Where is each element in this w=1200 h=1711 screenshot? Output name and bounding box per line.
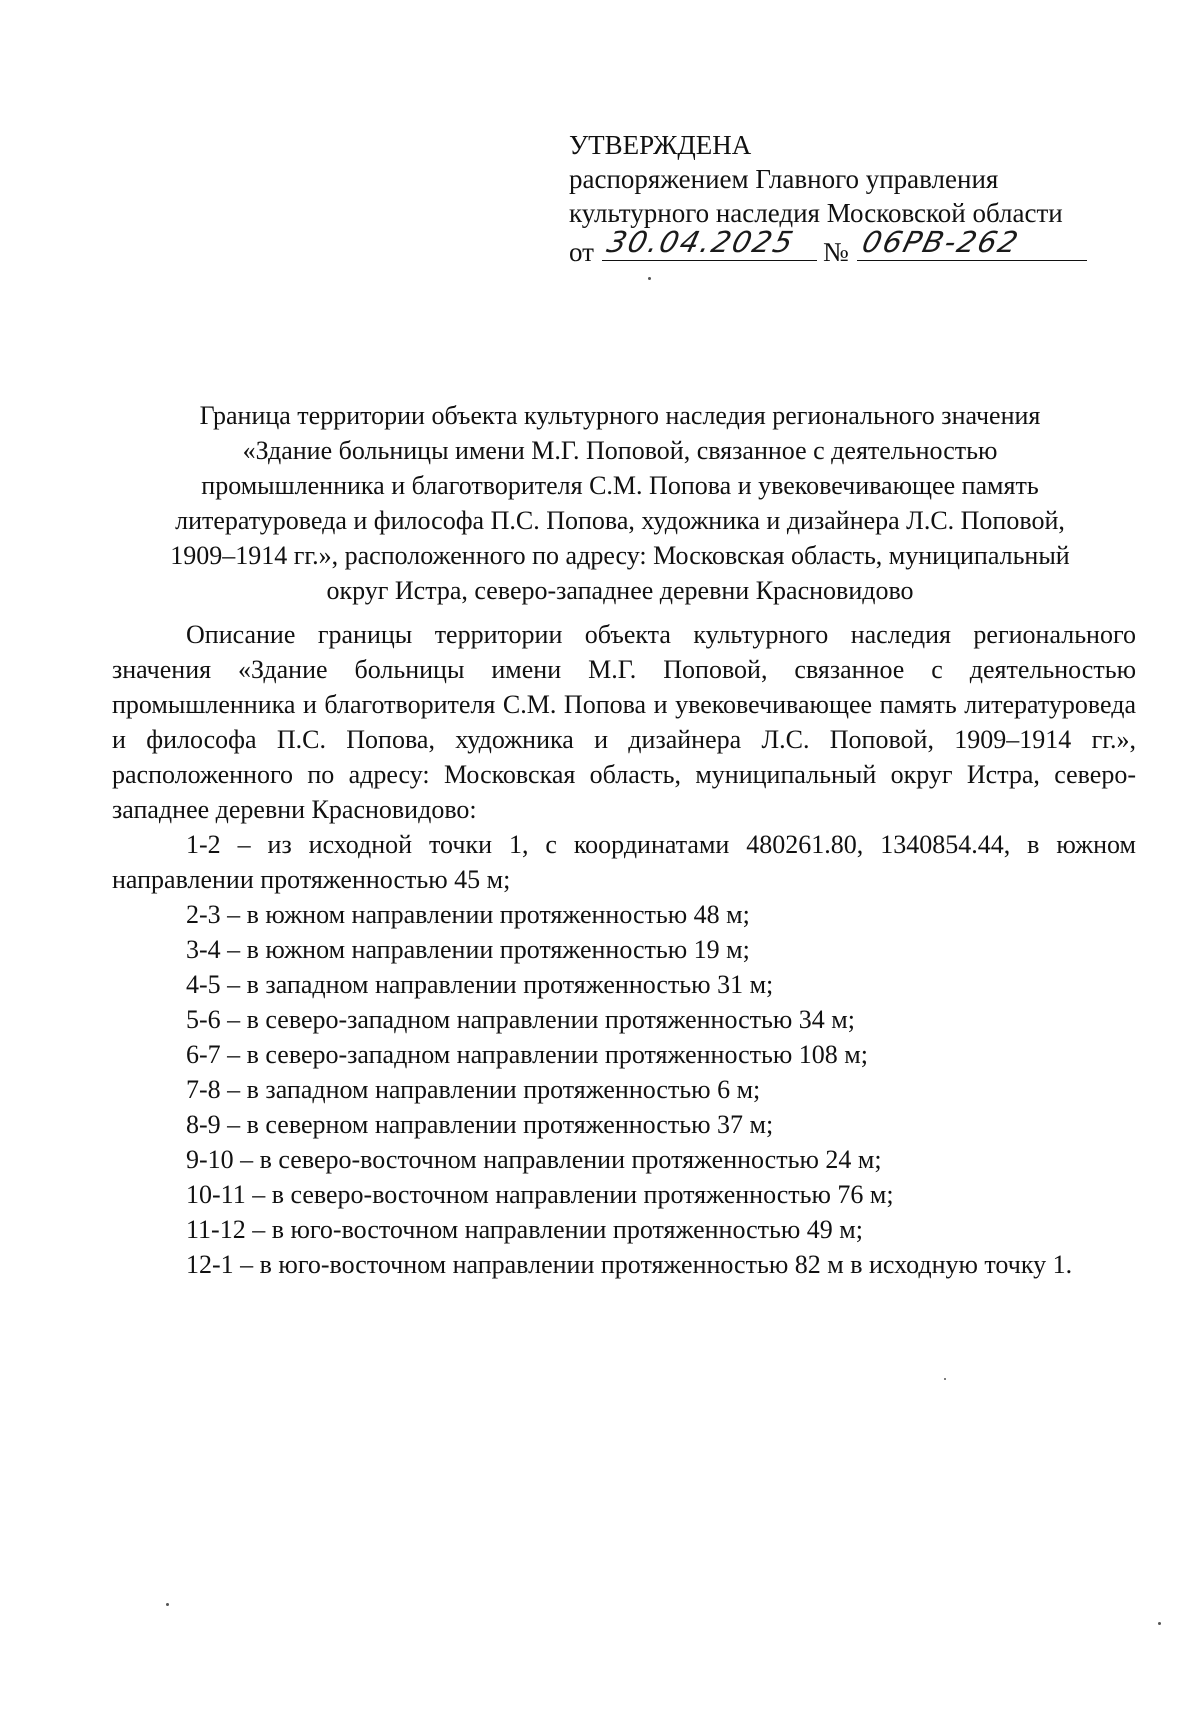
approval-line-1: распоряжением Главного управления xyxy=(569,164,999,194)
title-line: 1909–1914 гг.», расположенного по адресу: Московская область, муниципальный xyxy=(170,541,1070,570)
title-line: Граница территории объекта культурного наследия регионального значения xyxy=(199,401,1041,430)
segment-item: 6-7 – в северо-западном направлении протяженностью 108 м; xyxy=(186,1040,868,1069)
handwritten-number: 06РВ-262 xyxy=(858,225,1024,259)
segment-item: 9-10 – в северо-восточном направлении протяженностью 24 м; xyxy=(186,1145,882,1174)
number-sign: № xyxy=(822,237,849,267)
number-field xyxy=(857,225,1087,261)
description-body xyxy=(112,617,1136,1282)
segment-item: 1-2 – из исходной точки 1, с координатами 480261.80, 1340854.44, в южном направлении протяженностью 45 м; xyxy=(112,830,1136,894)
segment-item: 10-11 – в северо-восточном направлении протяженностью 76 м; xyxy=(186,1180,894,1209)
title-line: литературоведа и философа П.С. Попова, художника и дизайнера Л.С. Поповой, xyxy=(175,506,1065,535)
title-line: промышленника и благотворителя С.М. Попова и увековечивающее память xyxy=(201,471,1039,500)
date-prefix: от xyxy=(569,237,594,267)
segment-item: 7-8 – в западном направлении протяженностью 6 м; xyxy=(186,1075,761,1104)
title-line: округ Истра, северо-западнее деревни Красновидово xyxy=(326,576,914,605)
approval-date-line xyxy=(569,225,1129,269)
title-line: «Здание больницы имени М.Г. Поповой, связанное с деятельностью xyxy=(242,436,998,465)
approval-line-2: культурного наследия Московской области xyxy=(569,198,1063,228)
scan-speck xyxy=(648,277,651,280)
approval-heading: УТВЕРЖДЕНА xyxy=(569,130,752,160)
segment-item: 3-4 – в южном направлении протяженностью 19 м; xyxy=(186,935,750,964)
handwritten-date: 30.04.2025 xyxy=(603,225,799,259)
scan-speck xyxy=(166,1603,169,1606)
segment-item: 2-3 – в южном направлении протяженностью 48 м; xyxy=(186,900,750,929)
segment-item: 4-5 – в западном направлении протяженностью 31 м; xyxy=(186,970,774,999)
scan-speck xyxy=(944,1378,946,1380)
segment-item: 8-9 – в северном направлении протяженностью 37 м; xyxy=(186,1110,774,1139)
segment-item: 5-6 – в северо-западном направлении протяженностью 34 м; xyxy=(186,1005,855,1034)
scan-speck xyxy=(1158,1622,1161,1625)
segment-item: 11-12 – в юго-восточном направлении протяженностью 49 м; xyxy=(186,1215,863,1244)
document-title xyxy=(120,398,1120,608)
approval-block xyxy=(569,128,1129,269)
segment-item: 12-1 – в юго-восточном направлении протяженностью 82 м в исходную точку 1. xyxy=(186,1250,1073,1279)
date-field xyxy=(602,225,817,261)
description-intro: Описание границы территории объекта культурного наследия регионального значения «Здание больницы имени М.Г. Поповой, связанное с деятельностью промышленника и благотворителя С.М. Попова и увековечивающее память литературоведа и философа П.С. Попова, художника и дизайнера Л.С. Поповой, 1909–1914 гг.», расположенного по адресу: Московская область, муниципальный округ Истра, северо-западнее деревни Красновидово: xyxy=(112,620,1136,824)
